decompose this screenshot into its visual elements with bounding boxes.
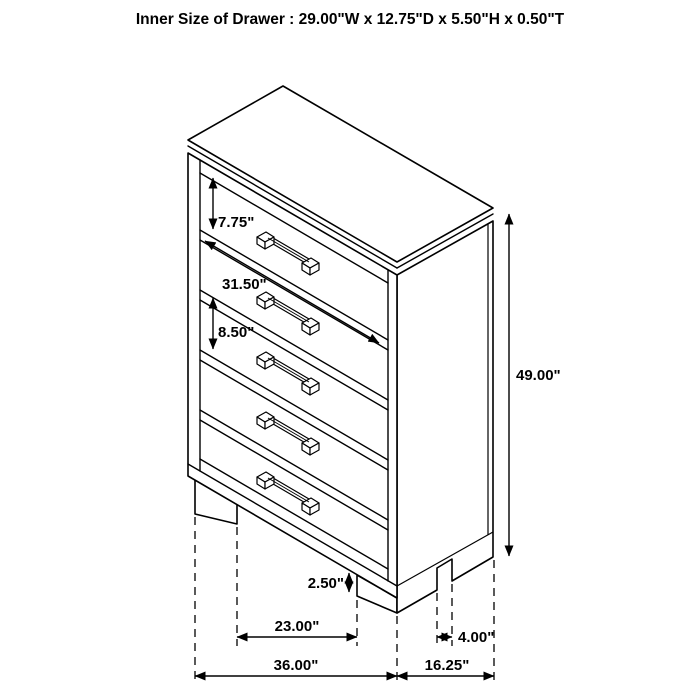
dim-overall-depth <box>397 657 494 676</box>
dim-overall-width <box>195 657 397 676</box>
dim-label-lower-drawer-height: 8.50" <box>218 324 255 341</box>
dim-front-feet-gap <box>237 618 357 637</box>
dim-label-overall-height: 49.00" <box>516 367 561 384</box>
dim-label-top-drawer-height: 7.75" <box>218 214 255 231</box>
dim-label-front-feet-gap: 23.00" <box>274 618 320 635</box>
diagram-title: Inner Size of Drawer : 29.00"W x 12.75"D x 5.50"H x 0.50"T <box>135 11 565 28</box>
chest-cabinet <box>188 86 493 613</box>
dim-label-overall-width: 36.00" <box>273 657 319 674</box>
dim-label-foot-height: 2.50" <box>307 575 344 592</box>
dim-overall-height <box>509 214 561 556</box>
side-panel <box>397 221 493 613</box>
dim-label-side-foot-offset: 4.00" <box>458 629 495 646</box>
dim-foot-height <box>308 573 349 592</box>
dim-label-drawer-front-width: 31.50" <box>222 276 267 293</box>
dim-label-overall-depth: 16.25" <box>424 657 470 674</box>
dim-side-foot-offset <box>437 629 494 646</box>
